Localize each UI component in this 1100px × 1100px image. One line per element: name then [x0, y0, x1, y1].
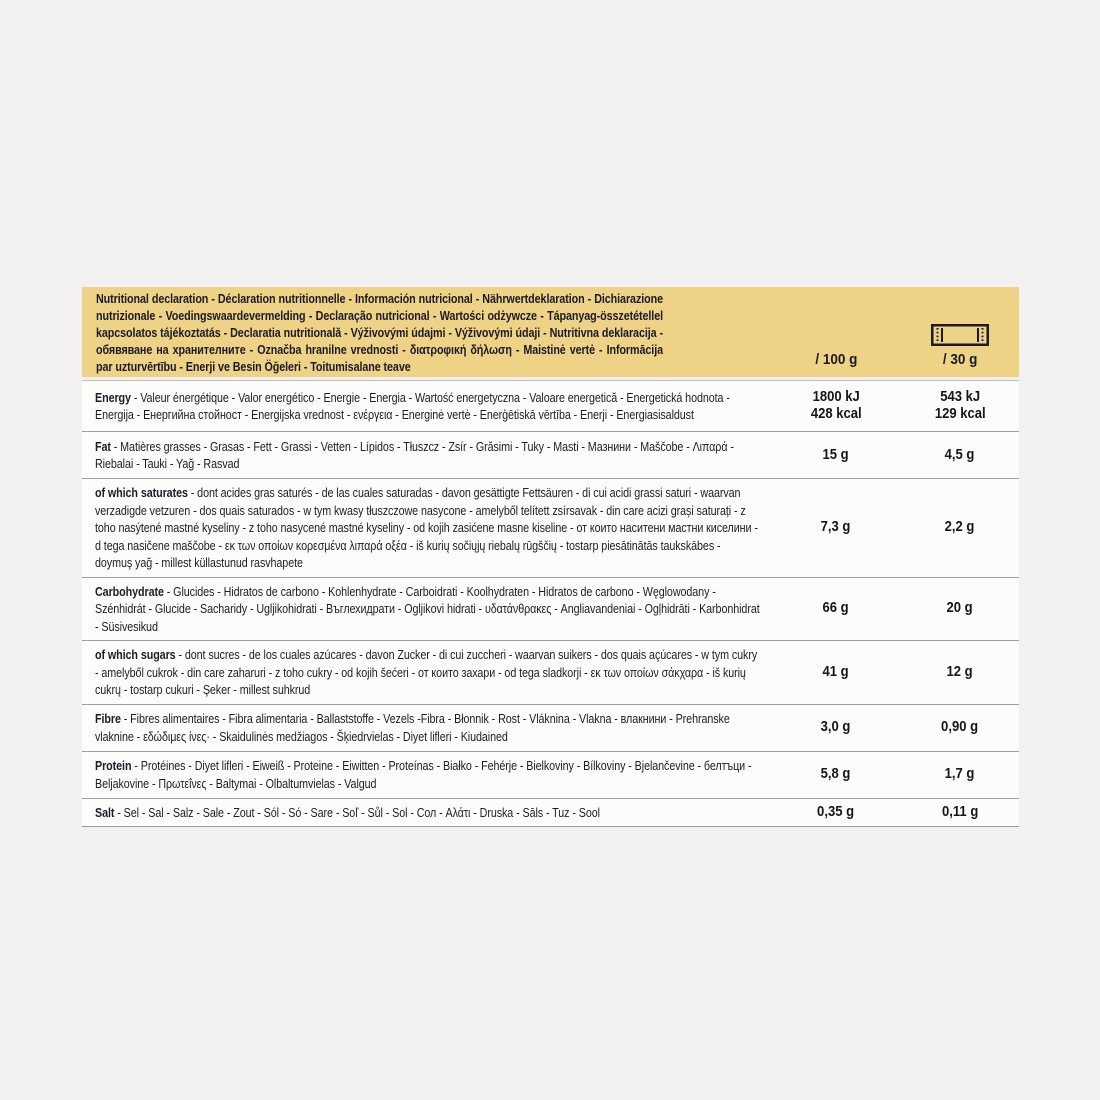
row-label: [95, 484, 760, 572]
row-translations: - dont sucres - de los cuales azúcares - davon Zucker - di cui zuccheri - waarvan suikers - dos quais açúcares - w tym cukry - amelyből cukrok - din care zaharuri - z toho cukry - od kojih šećeri - от които захари - od tega sladkorji - εκ των οποίων σάκχαρα - iš kurių cukrų - tostarp cukuri - Şeker - millest suhkrud: [95, 647, 758, 697]
row-sugars: [82, 641, 1019, 705]
table-body: [82, 380, 1019, 827]
row-term: of which sugars: [95, 647, 176, 662]
value-per-100g: 3,0 g: [821, 719, 851, 735]
value-per-100g: 41 g: [822, 663, 850, 680]
wrapped-bar-icon: [931, 324, 989, 346]
row-carbohydrate: [82, 578, 1019, 642]
row-energy: [82, 380, 1019, 432]
row-term: of which saturates: [95, 485, 188, 500]
row-translations: - Valeur énergétique - Valor energético - Energie - Energia - Wartość energetyczna - Valoare energetică - Energetická hodnota - Energija - Енергийна стойност - Energijska vrednost - ενέργεια - Energinė vertė - Enerģētiskā vērtība - Enerji - Energiasisaldust: [95, 389, 730, 422]
row-label-cell: [82, 384, 771, 429]
row-label: [95, 646, 760, 699]
value-per-30g: 0,11 g: [941, 803, 979, 820]
row-translations: - Glucides - Hidratos de carbono - Kohlenhydrate - Carboidrati - Koolhydraten - Hidratos de carbono - Węglowodany - Szénhidrát - Glucide - Sacharidy - Ugljikohidrati - Въглехидрати - Ogljikovi hidrati - υδατάνθρακες - Angliavandeniai - Ogļhidrāti - Karbonhidrat - Süsivesikud: [95, 583, 760, 634]
row-saturates: [82, 479, 1019, 578]
value-per-30g: 12 g: [946, 663, 974, 680]
header-title-cell: [82, 287, 771, 377]
value-per-30g: 1,7 g: [945, 766, 975, 782]
row-label: [95, 804, 760, 822]
row-fat: [82, 432, 1019, 479]
row-term: Carbohydrate: [95, 583, 164, 599]
value-per-100g: 66 g: [822, 600, 850, 617]
nutrition-table: [82, 287, 1019, 827]
row-label: [95, 438, 760, 473]
row-term: Fibre: [95, 711, 121, 726]
row-term: Energy: [95, 389, 131, 405]
row-translations: - Protéines - Diyet lifleri - Eiweiß - Proteine - Eiwitten - Proteínas - Białko - Fehérje - Bielkoviny - Bílkoviny - Bjelančevine - белтъци - Beljakovine - Πρωτεΐνες - Baltymai - Olbaltumvielas - Valgud: [95, 758, 752, 791]
row-label: [95, 710, 760, 745]
row-fibre: [82, 705, 1019, 752]
row-salt: [82, 799, 1019, 828]
per-100g-column-header: [771, 287, 901, 377]
header-title: Nutritional declaration - Déclaration nutritionnelle - Información nutricional - Nährwertdeklaration - Dichiarazione nutrizionale - Voedingswaardevermelding - Declaração nutricional - Wartości odżywcze - Tápanyag-összetétellel kapcsolatos tájékoztatás - Declaratia nutritională - Výživovými údajmi - Výživovými údaji - Nutritivna deklaracija - обявяване на хранителните - Označba hranilne vrednosti - διατροφική δήλωση - Maistinė vertė - Informācija par uzturvērtību - Enerji ve Besin Öğeleri - Toitumisalane teave: [96, 290, 663, 374]
per-100g-label: / 100 g: [814, 351, 858, 368]
row-label: [95, 757, 760, 792]
row-label-cell: [82, 752, 771, 797]
per-30g-label: / 30 g: [942, 351, 978, 368]
value-per-30g: 4,5 g: [945, 446, 975, 463]
value-per-100g: 7,3 g: [821, 519, 851, 536]
row-translations: - Sel - Sal - Salz - Sale - Zout - Sól - Só - Sare - Soľ - Sůl - Sol - Сол - Αλάτι - Druska - Sāls - Tuz - Sool: [114, 804, 600, 820]
value-per-30g: 543 kJ 129 kcal: [934, 389, 986, 422]
value-per-30g: 0,90 g: [941, 719, 979, 735]
row-label-cell: [82, 433, 771, 478]
value-per-30g: 2,2 g: [945, 519, 975, 536]
row-label-cell: [82, 799, 771, 827]
row-translations: - dont acides gras saturés - de las cuales saturadas - davon gesättigte Fettsäuren - di cui acidi grassi saturi - waarvan verzadigde vetzuren - dos quais saturados - w tym kwasy tłuszczowe nasycone - amelyből telített zsírsavak - din care acizi grași saturați - z toho nasýtené mastné kyseliny - z toho nasycené mastné kyseliny - od kojih zasićene masne kiseline - от които наситени мастни киселини - d tega nasičene maščobe - εκ των οποίων κορεσμένα λιπαρά οξέα - iš kurių sočiųjų riebalų rūgščių - tostarp piesātinātās taukskābes - doymuş yağ - millest küllastunud rasvhapete: [95, 485, 758, 570]
row-label-cell: [82, 479, 771, 577]
row-translations: - Matières grasses - Grasas - Fett - Grassi - Vetten - Lípidos - Tłuszcz - Zsír - Grăsimi - Tuky - Masti - Мазнини - Maščobe - Λιπαρά - Riebalai - Tauki - Yağ - Rasvad: [95, 438, 734, 471]
value-per-100g: 15 g: [822, 446, 850, 463]
value-per-30g: 20 g: [946, 600, 974, 617]
row-term: Protein: [95, 758, 132, 773]
row-term: Salt: [95, 804, 115, 820]
row-label-cell: [82, 705, 771, 750]
table-header: [82, 287, 1019, 377]
row-translations: - Fibres alimentaires - Fibra alimentaria - Ballaststoffe - Vezels -Fibra - Błonnik - Rost - Vláknina - Vlakna - влакнини - Prehranske vlaknine - εδώδιμες ίνες· - Skaidulinės medžiagos - Šķiedrvielas - Diyet lifleri - Kiudained: [95, 711, 730, 744]
row-label-cell: [82, 578, 771, 641]
value-per-100g: 1800 kJ 428 kcal: [810, 389, 862, 422]
row-protein: [82, 752, 1019, 799]
row-label-cell: [82, 641, 771, 704]
row-label: [95, 583, 760, 636]
value-per-100g: 0,35 g: [817, 803, 855, 820]
row-label: [95, 389, 760, 424]
per-30g-column-header: [901, 287, 1019, 377]
row-term: Fat: [95, 438, 111, 454]
value-per-100g: 5,8 g: [821, 766, 851, 782]
